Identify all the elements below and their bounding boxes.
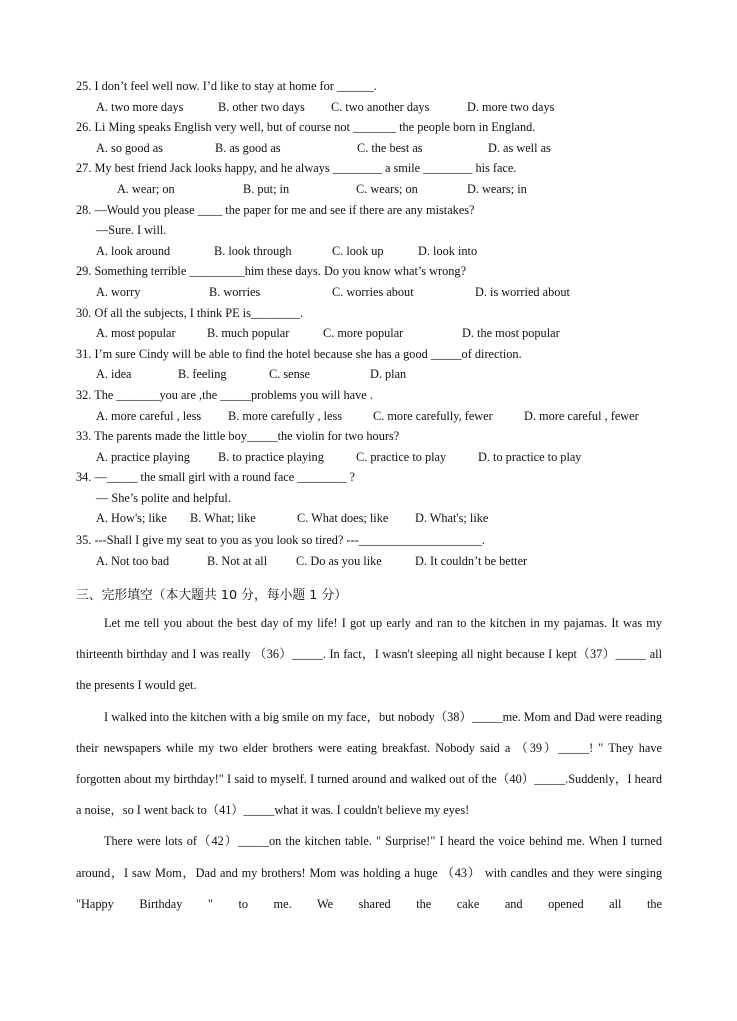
- question-29-stem: 29. Something terrible _________him these days. Do you know what’s wrong?: [76, 264, 467, 279]
- passage-paragraph-2: I walked into the kitchen with a big smile on my face，but nobody（38）_____me. Mom and Dad were reading their newspapers while my two elder brothers were eating breakfast. Nobody said a （39）_____! " They have forgotten about my birthday!" I said to myself. I turned around and walked out of the（40）_____.Suddenly，I heard a noise，so I went back to（41）_____what it was. I couldn't believe my eyes!: [76, 709, 662, 818]
- question-34-options: [76, 508, 666, 529]
- question-26-stem: 26. Li Ming speaks English very well, but of course not _______ the people born in England.: [76, 120, 536, 135]
- cloze-section-title: 三、完形填空（本大题共 10 分，每小题 1 分）: [76, 588, 348, 603]
- question-30-options: [76, 323, 666, 344]
- option-c: C. look up: [332, 243, 384, 258]
- option-c: C. Do as you like: [296, 554, 382, 569]
- question-35-stem: 35. ---Shall I give my seat to you as you look so tired? ---____________________.: [76, 533, 485, 548]
- option-c: C. sense: [269, 367, 310, 382]
- option-b: B. other two days: [218, 99, 305, 114]
- question-30-stem: 30. Of all the subjects, I think PE is________.: [76, 305, 304, 320]
- option-d: D. What's; like: [415, 511, 489, 526]
- option-a: A. idea: [96, 367, 132, 382]
- question-35-options: [76, 551, 666, 572]
- question-25-options: [76, 97, 666, 118]
- option-a: A. wear; on: [117, 181, 175, 196]
- question-29-options: [76, 282, 666, 303]
- option-c: C. What does; like: [297, 511, 389, 526]
- option-a: A. two more days: [96, 99, 184, 114]
- option-a: A. practice playing: [96, 449, 190, 464]
- option-b: B. feeling: [178, 367, 227, 382]
- option-a: A. worry: [96, 284, 141, 299]
- question-28-options: [76, 241, 666, 262]
- option-c: C. more popular: [323, 326, 404, 341]
- option-d: D. the most popular: [462, 326, 560, 341]
- question-31-stem: 31. I’m sure Cindy will be able to find the hotel because she has a good _____of direction.: [76, 346, 522, 361]
- option-b: B. worries: [209, 284, 261, 299]
- question-34-stem: 34. —_____ the small girl with a round face ________ ?: [76, 470, 356, 485]
- option-d: D. more two days: [467, 99, 555, 114]
- option-b: B. Not at all: [207, 554, 268, 569]
- option-d: D. look into: [418, 243, 478, 258]
- question-31-options: [76, 364, 666, 385]
- option-a: A. more careful , less: [96, 408, 202, 423]
- question-28-stem: 28. —Would you please ____ the paper for me and see if there are any mistakes?: [76, 202, 475, 217]
- passage-paragraph-1: Let me tell you about the best day of my life! I got up early and ran to the kitchen in my pajamas. It was my thirteenth birthday and I was really （36）_____. In fact，I wasn't sleeping all night because I kept（37）_____ all the presents I would get.: [76, 616, 662, 693]
- option-c: C. more carefully, fewer: [373, 408, 493, 423]
- option-c: C. practice to play: [356, 449, 447, 464]
- option-d: D. wears; in: [467, 181, 527, 196]
- option-a: A. most popular: [96, 326, 176, 341]
- question-28-reply: —Sure. I will.: [96, 223, 167, 238]
- option-b: B. as good as: [215, 140, 281, 155]
- option-c: C. two another days: [331, 99, 430, 114]
- question-27-stem: 27. My best friend Jack looks happy, and he always ________ a smile ________ his face.: [76, 161, 517, 176]
- option-b: B. look through: [214, 243, 292, 258]
- question-33-stem: 33. The parents made the little boy_____the violin for two hours?: [76, 429, 400, 444]
- passage-paragraph-3: There were lots of（42）_____on the kitchen table. " Surprise!" I heard the voice behind me. When I turned around，I saw Mom，Dad and my brothers! Mom was holding a huge （43） with candles and they were singing "Happy Birthday " to me. We shared the cake and opened all the: [76, 834, 662, 911]
- option-c: C. the best as: [357, 140, 423, 155]
- option-d: D. plan: [370, 367, 407, 382]
- question-25-stem: 25. I don’t feel well now. I’d like to stay at home for ______.: [76, 79, 377, 93]
- question-33-options: [76, 447, 666, 468]
- question-32-options: [76, 406, 666, 427]
- option-d: D. more careful , fewer: [524, 408, 639, 423]
- option-b: B. What; like: [190, 511, 256, 526]
- option-b: B. put; in: [243, 181, 290, 196]
- cloze-passage: [76, 608, 662, 920]
- option-d: D. It couldn’t be better: [415, 554, 528, 569]
- option-a: A. Not too bad: [96, 554, 170, 569]
- question-27-options: [76, 179, 666, 200]
- option-d: D. is worried about: [475, 284, 570, 299]
- option-d: D. to practice to play: [478, 449, 582, 464]
- multiple-choice-questions: [76, 76, 666, 572]
- question-32-stem: 32. The _______you are ,the _____problems you will have .: [76, 387, 373, 402]
- option-c: C. wears; on: [356, 181, 418, 196]
- question-34-reply: — She’s polite and helpful.: [96, 490, 231, 505]
- option-a: A. so good as: [96, 140, 163, 155]
- option-b: B. to practice playing: [218, 449, 324, 464]
- option-a: A. How's; like: [96, 511, 167, 526]
- option-b: B. more carefully , less: [228, 408, 343, 423]
- question-26-options: [76, 138, 666, 159]
- option-d: D. as well as: [488, 140, 551, 155]
- option-a: A. look around: [96, 243, 171, 258]
- option-c: C. worries about: [332, 284, 414, 299]
- option-b: B. much popular: [207, 326, 290, 341]
